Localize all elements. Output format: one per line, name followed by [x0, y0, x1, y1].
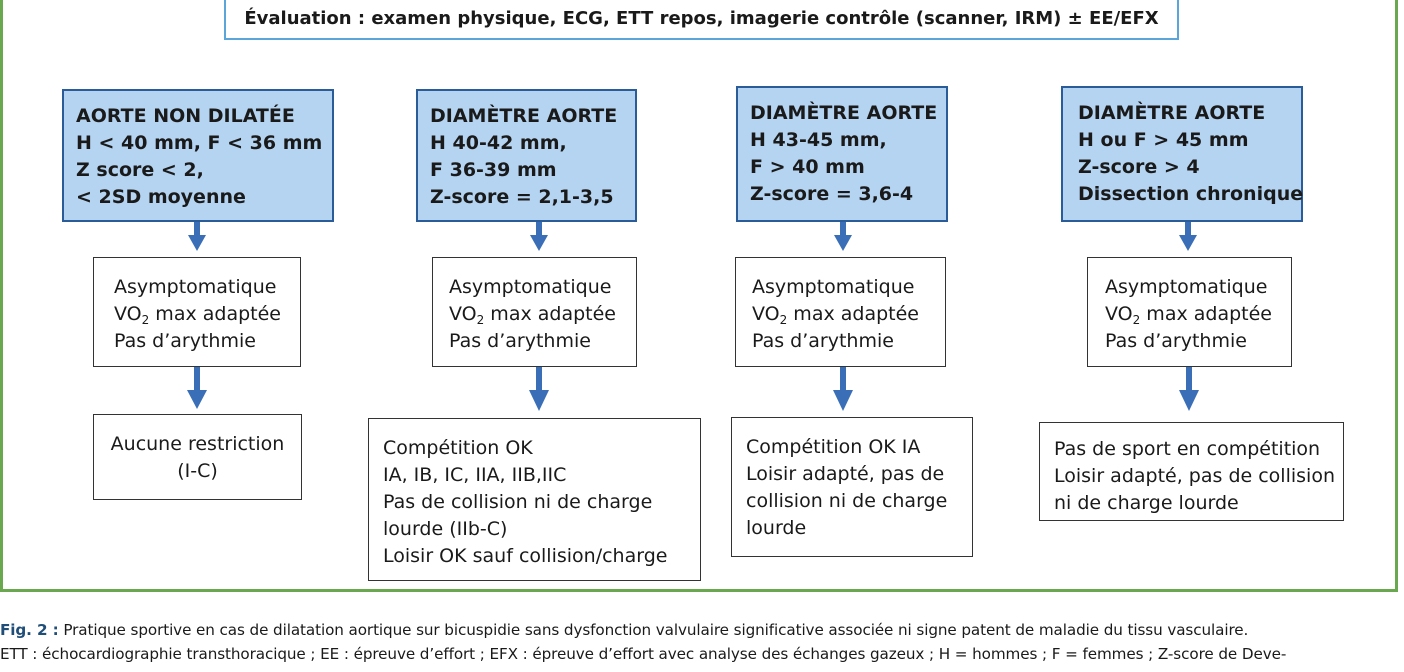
- category-box-col4: [1061, 86, 1303, 222]
- category-line: < 2SD moyenne: [76, 186, 246, 208]
- recommendation-line: IA, IB, IC, IIA, IIB,IIC: [383, 464, 567, 486]
- arrow-col4-b: [1179, 366, 1199, 411]
- recommendation-line: lourde: [746, 517, 807, 539]
- arrow-col1-a: [188, 222, 206, 251]
- caption-text-1: Pratique sportive en cas de dilatation aortique sur bicuspidie sans dysfonction valvulaire significative associée ni signe patent de maladie du tissu vasculaire.: [58, 621, 1249, 639]
- condition-asymptomatic: Asymptomatique: [1105, 276, 1268, 298]
- condition-vo2: [752, 301, 945, 328]
- caption-line-1: [0, 618, 1404, 642]
- category-line: DIAMÈTRE AORTE: [1078, 102, 1266, 124]
- category-line: Z-score = 2,1-3,5: [430, 186, 614, 208]
- category-line: Z-score = 3,6-4: [750, 183, 914, 205]
- category-line: H < 40 mm, F < 36 mm: [76, 132, 323, 154]
- category-line: DIAMÈTRE AORTE: [750, 102, 938, 124]
- vo-subscript: 2: [476, 313, 485, 327]
- recommendation-box-col4: [1039, 422, 1344, 521]
- condition-vo2: [1105, 301, 1291, 328]
- caption-line-2: ETT : échocardiographie transthoracique ; EE : épreuve d’effort ; EFX : épreuve d’effort avec analyse des échanges gazeux ; H = hommes ; F = femmes ; Z-score de Deve-: [0, 645, 1287, 663]
- condition-asymptomatic: Asymptomatique: [449, 276, 612, 298]
- category-line: AORTE NON DILATÉE: [76, 105, 295, 127]
- conditions-box-col3: [735, 257, 946, 367]
- arrow-col1-b: [187, 366, 207, 409]
- category-line: F 36-39 mm: [430, 159, 557, 181]
- arrow-col4-a: [1179, 222, 1197, 251]
- recommendation-box-col1: [93, 414, 302, 500]
- arrow-col3-a: [834, 222, 852, 251]
- vo-rest: max adaptée: [1140, 303, 1272, 325]
- recommendation-line: Compétition OK IA: [746, 436, 921, 458]
- recommendation-line: Loisir adapté, pas de: [746, 463, 945, 485]
- category-box-col3: [736, 86, 948, 222]
- category-line: H ou F > 45 mm: [1078, 129, 1249, 151]
- recommendation-line: Pas de collision ni de charge: [383, 491, 653, 513]
- evaluation-header: Évaluation : examen physique, ECG, ETT repos, imagerie contrôle (scanner, IRM) ± EE/EFX: [224, 0, 1179, 40]
- vo-rest: max adaptée: [149, 303, 281, 325]
- conditions-box-col1: [93, 257, 301, 367]
- vo-rest: max adaptée: [484, 303, 616, 325]
- recommendation-box-col3: [731, 417, 973, 557]
- caption-label: Fig. 2 :: [0, 621, 59, 639]
- arrow-col3-b: [833, 366, 853, 411]
- vo-text: VO: [1105, 303, 1133, 325]
- recommendation-box-col2: [368, 418, 701, 581]
- category-line: H 40-42 mm,: [430, 132, 567, 154]
- figure-caption: [0, 618, 1404, 666]
- condition-arrhythmia: Pas d’arythmie: [114, 330, 256, 352]
- condition-arrhythmia: Pas d’arythmie: [1105, 330, 1247, 352]
- category-box-col1: [62, 89, 334, 222]
- recommendation-line: ni de charge lourde: [1054, 492, 1239, 514]
- category-line: H 43-45 mm,: [750, 129, 887, 151]
- recommendation-line: Compétition OK: [383, 437, 533, 459]
- condition-arrhythmia: Pas d’arythmie: [449, 330, 591, 352]
- vo-rest: max adaptée: [787, 303, 919, 325]
- arrow-col2-a: [530, 222, 548, 251]
- conditions-box-col4: [1087, 257, 1292, 367]
- recommendation-line: Aucune restriction: [110, 433, 285, 455]
- recommendation-line: Pas de sport en compétition: [1054, 438, 1321, 460]
- recommendation-line: collision ni de charge: [746, 490, 948, 512]
- vo-text: VO: [449, 303, 477, 325]
- category-line: DIAMÈTRE AORTE: [430, 105, 618, 127]
- recommendation-line: lourde (IIb-C): [383, 518, 508, 540]
- vo-subscript: 2: [779, 313, 788, 327]
- vo-subscript: 2: [1132, 313, 1141, 327]
- condition-arrhythmia: Pas d’arythmie: [752, 330, 894, 352]
- condition-asymptomatic: Asymptomatique: [752, 276, 915, 298]
- conditions-box-col2: [432, 257, 637, 367]
- recommendation-line: (I-C): [177, 460, 218, 482]
- vo-text: VO: [752, 303, 780, 325]
- category-line: Z score < 2,: [76, 159, 204, 181]
- vo-text: VO: [114, 303, 142, 325]
- condition-asymptomatic: Asymptomatique: [114, 276, 277, 298]
- arrow-col2-b: [529, 366, 549, 411]
- recommendation-line: Loisir OK sauf collision/charge: [383, 545, 668, 567]
- recommendation-line: Loisir adapté, pas de collision: [1054, 465, 1335, 487]
- category-line: Z-score > 4: [1078, 156, 1200, 178]
- category-box-col2: [416, 89, 637, 222]
- category-line: Dissection chronique: [1078, 183, 1304, 205]
- vo-subscript: 2: [141, 313, 150, 327]
- category-line: F > 40 mm: [750, 156, 865, 178]
- condition-vo2: [449, 301, 636, 328]
- condition-vo2: [114, 301, 300, 328]
